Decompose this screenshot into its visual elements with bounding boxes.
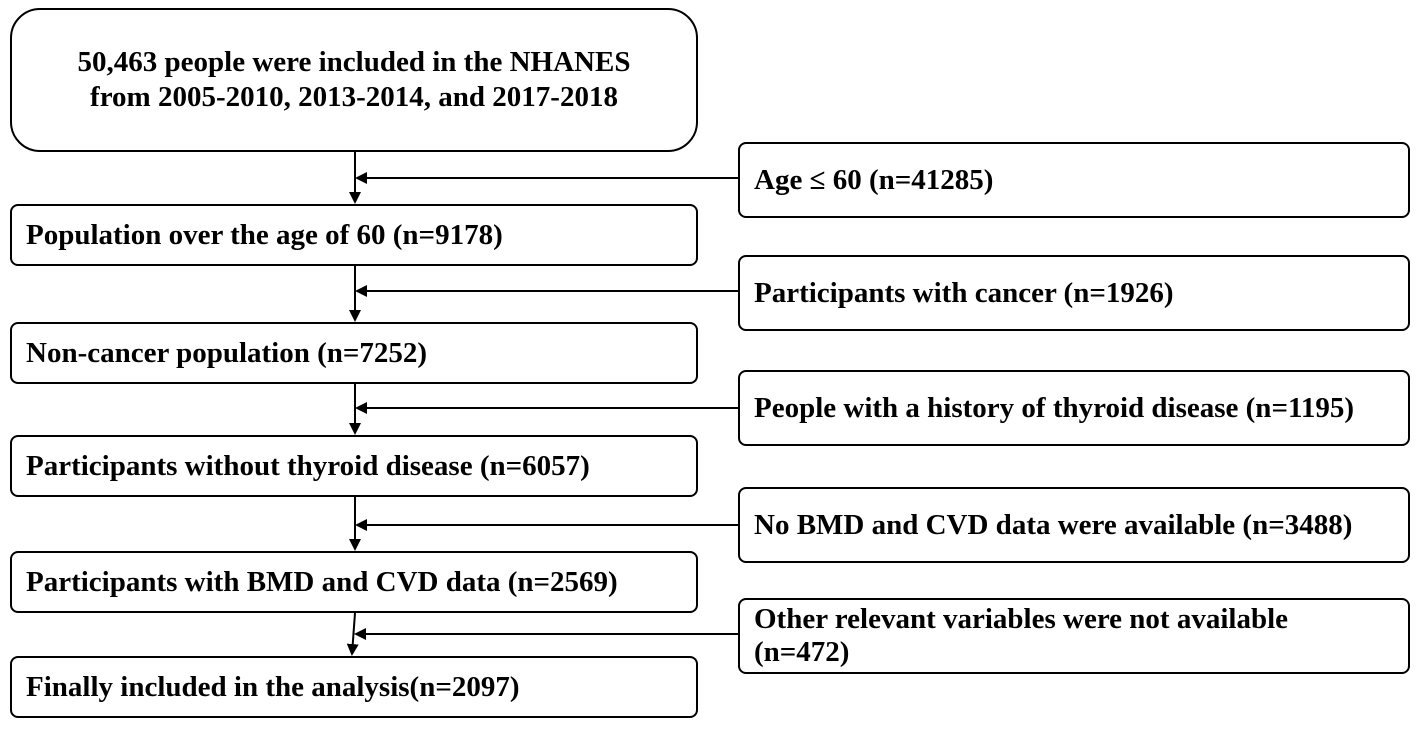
step-label-5: Finally included in the analysis(n=2097): [26, 670, 520, 703]
start-line-1: 50,463 people were included in the NHANES: [77, 46, 631, 79]
step-label-2: Non-cancer population (n=7252): [26, 336, 428, 369]
step-label-4: Participants with BMD and CVD data (n=2569): [26, 565, 618, 598]
start-line-2: from 2005-2010, 2013-2014, and 2017-2018: [90, 81, 618, 113]
exclusion-label-3: People with a history of thyroid disease (n=1195): [754, 391, 1355, 424]
exclusion-label-5: Other relevant variables were not available (n=472): [754, 602, 1289, 668]
exclusion-label-2: Participants with cancer (n=1926): [754, 276, 1174, 309]
step-label-1: Population over the age of 60 (n=9178): [26, 218, 503, 251]
exclusion-label-1: Age ≤ 60 (n=41285): [754, 163, 994, 196]
step-label-3: Participants without thyroid disease (n=6057): [26, 449, 590, 482]
exclusion-label-4: No BMD and CVD data were available (n=3488): [754, 508, 1353, 541]
flow-arrow-5: [352, 613, 355, 654]
